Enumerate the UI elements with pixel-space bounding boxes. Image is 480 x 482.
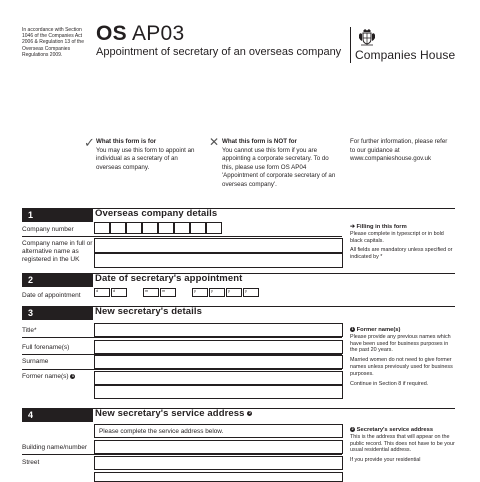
- filling-in-note: [350, 224, 456, 261]
- date-month-1[interactable]: m: [143, 288, 159, 297]
- row-divider: [22, 337, 342, 338]
- former-names-label-text: Former name(s): [22, 373, 69, 380]
- section-2-header: [22, 273, 455, 288]
- service-address-note: [350, 427, 456, 464]
- company-number-label: Company number: [22, 226, 74, 233]
- form-purpose: [96, 138, 204, 172]
- note-2-icon: 2: [351, 427, 354, 431]
- company-number-input[interactable]: [94, 222, 222, 234]
- cross-icon: ✕: [209, 135, 220, 149]
- service-address-instruction: Please complete the service address below.: [94, 424, 343, 438]
- date-day-1[interactable]: d: [94, 288, 110, 297]
- surname-label: Surname: [22, 358, 49, 365]
- section-1-title: Overseas company details: [95, 208, 218, 219]
- surname-input[interactable]: [94, 355, 343, 369]
- date-day-2[interactable]: d: [111, 288, 127, 297]
- section-1-number: 1: [22, 209, 93, 222]
- section-3-header: [22, 306, 455, 321]
- section-4-title-text: New secretary's service address: [95, 408, 245, 419]
- form-purpose-text: You may use this form to appoint an individual as a secretary of an overseas company.: [96, 146, 195, 171]
- note-1-icon: 1: [351, 327, 354, 331]
- former-names-input-line-2[interactable]: [94, 385, 343, 399]
- form-code: [96, 22, 185, 46]
- brand-name: Companies House: [355, 48, 456, 62]
- filling-in-heading: Filling in this form: [356, 224, 407, 230]
- form-purpose-heading: What this form is for: [96, 138, 157, 145]
- former-names-input-line-1[interactable]: [94, 371, 343, 385]
- form-prefix: OS: [96, 22, 127, 45]
- row-divider: [22, 369, 342, 370]
- section-4-title: [95, 408, 252, 419]
- form-title: Appointment of secretary of an overseas company: [96, 46, 342, 58]
- date-month-2[interactable]: m: [160, 288, 176, 297]
- former-names-note: [350, 327, 456, 387]
- building-label: Building name/number: [22, 444, 88, 451]
- royal-crest-icon: [357, 27, 377, 47]
- date-year-4[interactable]: y: [243, 288, 259, 297]
- forenames-input[interactable]: [94, 340, 343, 354]
- date-year-3[interactable]: y: [226, 288, 242, 297]
- building-input[interactable]: [94, 440, 343, 454]
- form-number: AP03: [131, 22, 185, 45]
- form-not-purpose-text: You cannot use this form if you are appointing a corporate secretary. To do this, please use form OS AP04 'Appointment of corporate secretary of an overseas company'.: [222, 146, 336, 188]
- legal-reference: In accordance with Section 1046 of the Companies Act 2006 & Regulation 13 of the Overseas Companies Regulations 2009.: [22, 27, 84, 58]
- note-2-marker-icon: 2: [248, 410, 251, 415]
- filling-in-text: Please complete in typescript or in bold black capitals.: [350, 230, 444, 244]
- former-names-note-heading: Former name(s): [356, 327, 401, 334]
- former-names-note-text-2: Married women do not need to give former names unless previously used for business purposes.: [350, 357, 453, 377]
- service-address-note-text-1: This is the address that will appear on the public record. This does not have to be your usual residential address.: [350, 433, 455, 454]
- mandatory-fields-text: All fields are mandatory unless specified or indicated by *: [350, 247, 453, 261]
- street-label: Street: [22, 459, 40, 466]
- former-names-note-text-1: Please provide any previous names which have been used for business purposes in the past 20 years.: [350, 333, 451, 354]
- company-name-label: Company name in full or alternative name as registered in the UK: [22, 240, 93, 263]
- service-address-note-text-2: If you provide your residential: [350, 457, 421, 464]
- section-2-title: Date of secretary's appointment: [95, 273, 243, 284]
- arrow-right-icon: ➔: [350, 224, 355, 230]
- title-label: Title*: [22, 327, 37, 334]
- further-information: For further information, please refer to our guidance at www.companieshouse.gov.uk: [350, 138, 448, 162]
- date-year-1[interactable]: y: [192, 288, 208, 297]
- logo-divider: [350, 27, 351, 63]
- form-not-purpose: [222, 138, 340, 189]
- street-input-line-1[interactable]: [94, 456, 343, 470]
- section-4-number: 4: [22, 409, 93, 422]
- title-input[interactable]: [94, 323, 343, 337]
- street-input-line-2[interactable]: [94, 472, 343, 482]
- note-1-marker-icon: 1: [71, 373, 74, 378]
- section-3-title: New secretary's details: [95, 306, 203, 317]
- form-not-purpose-heading: What this form is NOT for: [222, 138, 297, 145]
- former-names-label: [22, 373, 94, 381]
- row-divider: [22, 454, 342, 455]
- company-name-input-line-2[interactable]: [94, 253, 343, 268]
- service-address-note-heading: Secretary's service address: [356, 427, 434, 434]
- former-names-note-text-3: Continue in Section 8 if required.: [350, 380, 429, 387]
- section-1-header: [22, 208, 455, 223]
- row-divider: [22, 236, 342, 237]
- check-icon: ✓: [84, 135, 95, 150]
- section-2-number: 2: [22, 274, 93, 287]
- section-3-number: 3: [22, 307, 93, 320]
- date-of-appointment-label: Date of appointment: [22, 292, 81, 299]
- company-name-input-line-1[interactable]: [94, 238, 343, 253]
- section-4-header: [22, 408, 455, 423]
- forenames-label: Full forename(s): [22, 344, 70, 351]
- date-year-2[interactable]: y: [209, 288, 225, 297]
